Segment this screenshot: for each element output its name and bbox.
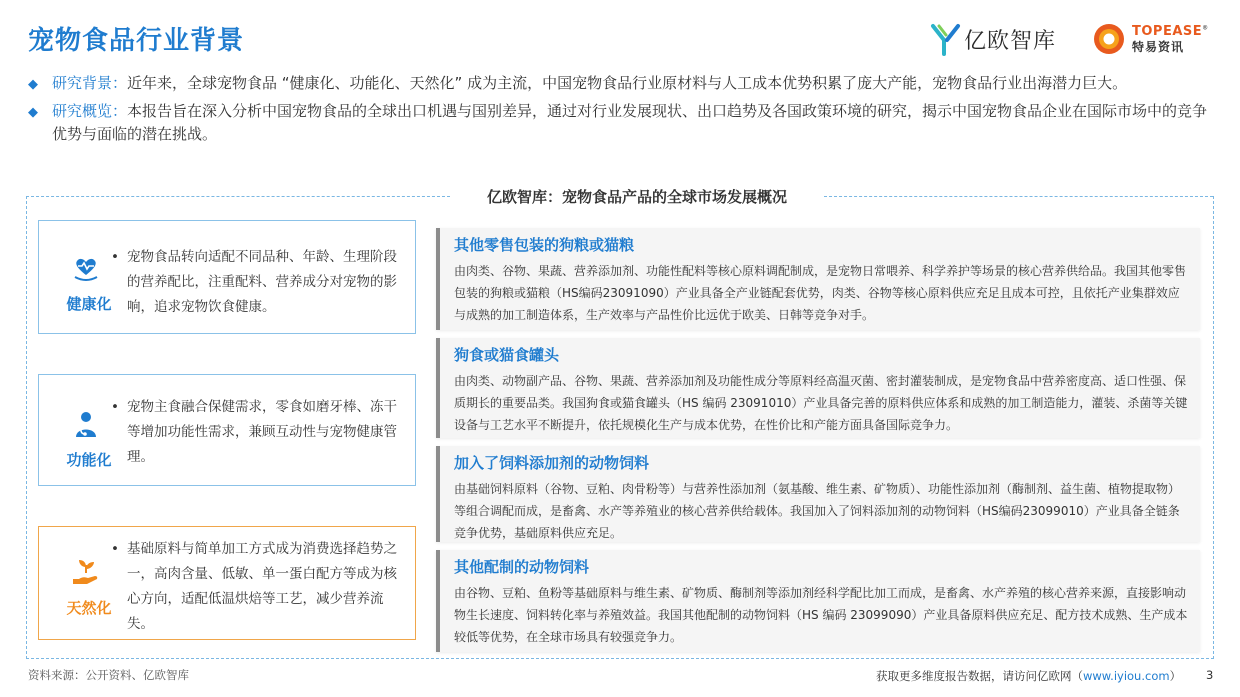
trend-desc: • 基础原料与简单加工方式成为消费选择趋势之一，高肉含量、低敏、单一蛋白配方等成为核心方向，适配低温烘焙等工艺，减少营养流失。: [111, 541, 397, 632]
trend-tag: 健康化: [66, 295, 112, 313]
product-desc: 由肉类、动物副产品、谷物、果蔬、营养添加剂及功能性成分等原料经高温灭菌、密封灌装制成，是宠物食品中营养密度高、适口性强、保质期长的重要品类。我国狗食或猫食罐头（HS 编码 23091010）产业具备完善的原料供应体系和成熟的加工制造能力，灌装、杀菌等关键设备与工艺水平不断提升，依托规模化生产与成本优势，在性价比和产能方面具备国际竞争力。: [454, 374, 1188, 432]
footer-more-suffix: ）: [1169, 669, 1182, 683]
footer-more-prefix: 获取更多维度报告数据，请访问亿欧网（: [876, 669, 1083, 683]
topease-logo: TOPEASE® 特易资讯: [1092, 22, 1209, 56]
section-title: 亿欧智库：宠物食品产品的全球市场发展概况: [486, 188, 787, 206]
trend-card-health: [38, 220, 416, 334]
product-card: [436, 446, 1200, 542]
product-title: 其他配制的动物饲料: [454, 558, 590, 576]
product-card: [436, 338, 1200, 438]
trend-tag: 天然化: [66, 599, 112, 617]
trend-desc: • 宠物食品转向适配不同品种、年龄、生理阶段的营养配比，注重配料、营养成分对宠物的影响，追求宠物饮食健康。: [111, 249, 397, 315]
product-desc: 由肉类、谷物、果蔬、营养添加剂、功能性配料等核心原料调配制成，是宠物日常喂养、科学养护等场景的核心营养供给品。我国其他零售包装的狗粮或猫粮（HS编码23091090）产业具备全产业链配套优势，肉类、谷物等核心原料供应充足且成本可控，且依托产业集群效应与成熟的加工制造体系，生产效率与产品性价比远优于欧美、日韩等竞争对手。: [454, 264, 1187, 322]
bullet-text: 近年来，全球宠物食品 “健康化、功能化、天然化” 成为主流，中国宠物食品行业原材料与人工成本优势积累了庞大产能，宠物食品行业出海潜力巨大。: [127, 74, 1128, 92]
iyiou-link[interactable]: www.iyiou.com: [1083, 669, 1170, 683]
product-desc: 由基础饲料原料（谷物、豆粕、肉骨粉等）与营养性添加剂（氨基酸、维生素、矿物质）、功能性添加剂（酶制剂、益生菌、植物提取物）等组合调配而成，是畜禽、水产等养殖业的核心营养供给载体。我国加入了饲料添加剂的动物饲料（HS编码23099010）产业具备全链条竞争优势，基础原料供应充足。: [454, 482, 1181, 540]
trend-text: 宠物食品转向适配不同品种、年龄、生理阶段的营养配比，注重配料、营养成分对宠物的影响，追求宠物饮食健康。: [127, 249, 397, 315]
trend-desc: • 宠物主食融合保健需求，零食如磨牙棒、冻干等增加功能性需求，兼顾互动性与宠物健康管理。: [111, 399, 397, 465]
trend-text: 基础原料与简单加工方式成为消费选择趋势之一，高肉含量、低敏、单一蛋白配方等成为核心方向，适配低温烘焙等工艺，减少营养流失。: [127, 541, 397, 632]
pet-doctor-icon: [71, 409, 101, 439]
topease-logo-en: TOPEASE: [1132, 24, 1203, 39]
frame-divider: [26, 196, 450, 197]
heart-hand-icon: [71, 253, 101, 283]
trend-card-natural: [38, 526, 416, 640]
frame-divider: [824, 196, 1213, 197]
product-title: 其他零售包装的狗粮或猫粮: [454, 236, 635, 254]
product-title: 狗食或猫食罐头: [454, 346, 560, 364]
sprout-hand-icon: [71, 557, 101, 587]
trend-card-function: [38, 374, 416, 486]
iyiou-logo-mark-icon: [930, 22, 962, 56]
diamond-bullet-icon: ◆: [28, 105, 38, 120]
product-desc: 由谷物、豆粕、鱼粉等基础原料与维生素、矿物质、酶制剂等添加剂经科学配比加工而成，是畜禽、水产养殖的核心营养来源，直接影响动物生长速度、饲料转化率与养殖效益。我国其他配制的动物饲料（HS 编码 23099090）产业具备原料供应充足、配方技术成熟、生产成本较低等优势，在全球市场具有较强竞争力。: [454, 586, 1188, 644]
source-note: 资料来源：公开资料、亿欧智库: [28, 668, 189, 682]
bullet-label: 研究背景：: [52, 74, 128, 92]
trend-text: 宠物主食融合保健需求，零食如磨牙棒、冻干等增加功能性需求，兼顾互动性与宠物健康管理。: [127, 399, 397, 465]
iyiou-logo: [930, 22, 1056, 56]
iyiou-logo-text: 亿欧智库: [964, 28, 1057, 54]
bullet-overview: [28, 100, 1218, 146]
bullet-text: 本报告旨在深入分析中国宠物食品的全球出口机遇与国别差异，通过对行业发展现状、出口趋势及各国政策环境的研究，揭示中国宠物食品企业在国际市场中的竞争优势与面临的潜在挑战。: [52, 102, 1208, 143]
topease-logo-cn: 特易资讯: [1132, 40, 1185, 54]
diamond-bullet-icon: ◆: [28, 77, 38, 92]
product-card: [436, 550, 1200, 652]
page-title: 宠物食品行业背景: [28, 26, 245, 56]
product-card: [436, 228, 1200, 330]
product-title: 加入了饲料添加剂的动物饲料: [454, 454, 650, 472]
page-number: 3: [1206, 668, 1214, 682]
topease-logo-mark-icon: [1092, 22, 1126, 56]
footer-more-info: [876, 668, 1181, 684]
bullet-label: 研究概览：: [52, 102, 128, 120]
trend-tag: 功能化: [66, 451, 112, 469]
intro-bullets: [28, 72, 1218, 150]
bullet-background: [28, 72, 1218, 96]
